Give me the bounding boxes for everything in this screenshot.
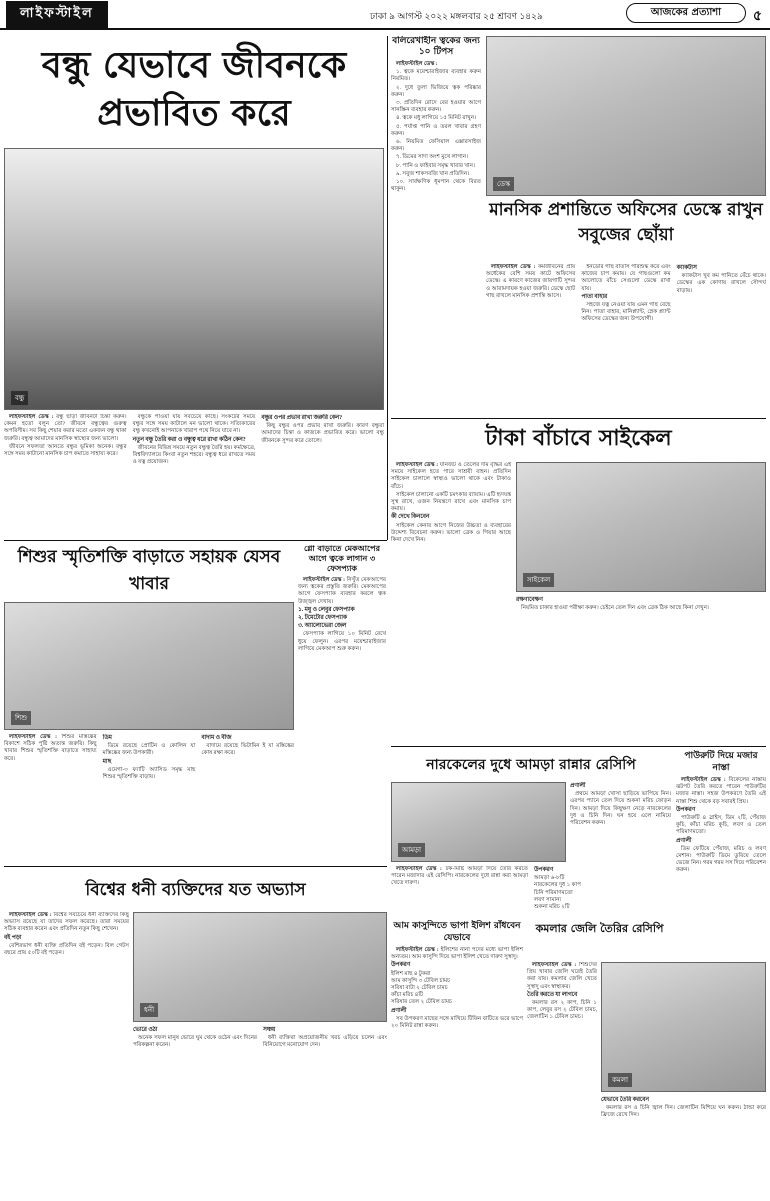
hilsa-subhead-1: উপকরণ <box>391 962 411 969</box>
desk-photo <box>486 36 766 196</box>
desk-title: মানসিক প্রশান্তিতে অফিসের ডেস্কে রাখুন সবুজের ছোঁয়া <box>489 200 763 245</box>
hilsa-title: আম কাসুন্দিতে ভাপা ইলিশ রাঁধবেন যেভাবে <box>393 921 521 943</box>
cycle-headline-box <box>391 422 766 458</box>
kids-body-3: ওমেগা-৩ ফ্যাটি অ্যাসিড সমৃদ্ধ মাছ শিশুর স্মৃতিশক্তি বাড়ায়। <box>102 766 196 781</box>
orange-photo-label: কমলা <box>608 1073 632 1087</box>
guava-body-2: প্রথমে আমড়া খোসা ছাড়িয়ে ভাপিয়ে নিন। এরপর প্যানে তেল দিয়ে শুকনা মরিচ ফোড়ন দিন। আমড়া দিয়ে কিছুক্ষণ নেড়ে নারকেলের দুধ ও চিনি দিন। ঘন হয়ে এলে নামিয়ে পরিবেশন করুন। <box>570 791 671 827</box>
rich-body-right <box>133 1026 387 1196</box>
friend-body-4: কিছু বন্ধুর ওপর প্রভাব রাখা জরুরি। কারণ বন্ধুরা আমাদের চিন্তা ও কাজকে প্রভাবিত করে। ভালো বন্ধু জীবনকে সুন্দর করে তোলে। <box>261 423 384 444</box>
section-rule <box>391 418 766 419</box>
guava-body-1: টক-মিষ্টি আমড়া দিয়ে তৈরি করতে পারেন মজাদার এই রেসিপি। নারকেলের দুধে রান্না করা আমড়া খেতে দারুণ। <box>391 866 528 887</box>
friend-body-2: বন্ধুকে পাওয়া যায় সবচেয়ে কাছে। সংকটের সময়ে বন্ধুর সঙ্গে সময় কাটালে মন ভালো থাকে। সত্যিকারের বন্ধু কখনোই আপনাকে খারাপ পথে নিয়ে যাবে না। <box>132 414 256 435</box>
guava-photo-label: আমড়া <box>398 843 425 857</box>
skin-tip-3: ৩. প্রতিদিন রোদে বের হওয়ার আগে সানস্ক্রিন ব্যবহার করুন। <box>391 100 481 114</box>
kids-body <box>4 734 294 862</box>
desk-body <box>486 264 766 414</box>
desk-body-3: সহজে যত্ন নেওয়া যায় এমন গাছ বেছে নিন। পাতা বাহার, মানিপ্ল্যান্ট, স্নেক প্ল্যান্ট অফিসের ডেস্কের জন্য উপযোগী। <box>581 302 671 323</box>
snack-body-2: পাউরুটি ৪ স্লাইস, ডিম ২টি, পেঁয়াজ কুচি, কাঁচা মরিচ কুচি, লবণ ও তেল পরিমাণমতো। <box>676 815 766 836</box>
hilsa-ingredient-1: ইলিশ মাছ ৪ টুকরা <box>391 970 431 977</box>
makeup-article <box>298 544 386 862</box>
friend-title: বন্ধু যেভাবে জীবনকে প্রভাবিত করে <box>41 45 347 134</box>
hilsa-subhead-2: প্রণালী <box>391 1007 407 1014</box>
hilsa-body-2: সব উপকরণ মাছের সঙ্গে মাখিয়ে টিফিন বাটিতে ভরে ভাপে ২০ মিনিট রান্না করুন। <box>391 1015 523 1030</box>
orange-body-3: কমলার রস ও চিনি জ্বাল দিন। জেলাটিন মিশিয়ে ঘন করুন। ঠান্ডা করে ফ্রিজে রেখে দিন। <box>601 1105 766 1119</box>
skin-tip-5: ৫. পর্যাপ্ত পানি ও তরল খাবার গ্রহণ করুন। <box>391 123 481 137</box>
makeup-byline: লাইফস্টাইল ডেস্ক : <box>303 577 346 583</box>
rich-body-3: অনেক সফল মানুষ ভোরে ঘুম থেকে ওঠেন এবং দিনের পরিকল্পনা করেন। <box>133 1035 257 1049</box>
skin-tip-8: ৮. পানি ও ফাইবার সমৃদ্ধ খাবার খান। <box>396 162 475 169</box>
snack-title: পাউরুটি দিয়ে মজার নাস্তা <box>684 751 758 773</box>
friend-subhead-1: নতুন বন্ধু তৈরি করা ও বন্ধুত্ব ধরে রাখা কঠিন কেন? <box>132 436 246 443</box>
cycle-photo <box>516 462 766 592</box>
guava-body <box>391 866 671 916</box>
hilsa-ingredient-4: কাঁচা মরিচ ৪টি <box>391 992 424 999</box>
rich-body-left <box>4 912 129 1197</box>
desk-body-1: কর্মজীবনের প্রায় অর্ধেকের বেশি সময় কাটে অফিসের ডেস্কে। এ কারণে কাজের জায়গাটি সুন্দর ও আরামদায়ক হওয়া জরুরি। ডেস্কে ছোট গাছ রাখলে মানসিক প্রশান্তি আসে। <box>486 264 576 299</box>
snack-byline: লাইফস্টাইল ডেস্ক : <box>681 777 726 783</box>
orange-photo <box>601 962 766 1092</box>
hilsa-article <box>391 920 523 1197</box>
snack-subhead-1: উপকরণ <box>676 806 696 813</box>
rich-body-4: ধনী ব্যক্তিরা অপ্রয়োজনীয় খরচ এড়িয়ে চলেন এবং বিনিয়োগে মনোযোগ দেন। <box>263 1035 387 1049</box>
desk-headline-box <box>486 198 766 258</box>
guava-headline-box <box>391 750 671 780</box>
guava-ingredient-5: শুকনা মরিচ ২টি <box>534 904 570 911</box>
skin-tip-7: ৭. ডিমের সাদা অংশ মুখে লাগান। <box>396 154 469 161</box>
cycle-body-2: সাইকেল চালানো একটি চমৎকার ব্যায়াম। এটি হৃদযন্ত্র সুস্থ রাখে, ওজন নিয়ন্ত্রণে রাখে এবং মানসিক চাপ কমায়। <box>391 491 511 513</box>
friend-photo-label: বন্ধু <box>11 391 28 405</box>
cycle-subhead-1: কী দেখে কিনবেন <box>391 514 430 521</box>
kids-title: শিশুর স্মৃতিশক্তি বাড়াতে সহায়ক যেসব খাবার <box>17 547 281 594</box>
orange-body-left <box>527 962 597 1197</box>
desk-byline: লাইফস্টাইল ডেস্ক : <box>491 264 536 270</box>
page-number: ৫ <box>752 8 762 24</box>
cycle-byline: লাইফস্টাইল ডেস্ক : <box>396 462 439 468</box>
skin-title: বলিরেখাহীন ত্বকের জন্য ১০ টিপস <box>392 36 480 57</box>
desk-body-2: ইনডোর গাছ বাতাস পরিশুদ্ধ করে এবং কাজের চাপ কমায়। যে গাছগুলো কম আলোতে বাঁচে সেগুলো ডেস্কে রাখা যায়। <box>581 264 671 292</box>
skin-byline: লাইফস্টাইল ডেস্ক : <box>396 61 438 67</box>
friend-body <box>4 414 384 534</box>
guava-ingredient-3: চিনি পরিমাণমতো <box>534 889 573 896</box>
orange-title: কমলার জেলি তৈরির রেসিপি <box>535 922 664 935</box>
friend-photo <box>4 148 384 410</box>
guava-byline: লাইফস্টাইল ডেস্ক : <box>396 866 442 872</box>
rich-body-2: বেশিরভাগ ধনী ব্যক্তি প্রতিদিন বই পড়েন। বিল গেটস বছরে প্রায় ৫০টি বই পড়েন। <box>4 942 129 957</box>
makeup-body-2: ফেসপ্যাক লাগিয়ে ১০ মিনিট রেখে ধুয়ে ফেলুন। এরপর ময়েশ্চারাইজার লাগিয়ে মেকআপ শুরু করুন। <box>298 631 386 652</box>
skin-tip-2: ২. দুধে তুলা ভিজিয়ে ত্বক পরিষ্কার করুন। <box>391 84 481 98</box>
section-title: লাইফস্টাইল <box>6 1 108 28</box>
guava-ingredient-1: আমড়া ৬-৮টি <box>534 875 565 882</box>
kids-photo-label: শিশু <box>11 711 31 725</box>
kids-body-4: বাদামে রয়েছে ভিটামিন ই যা মস্তিষ্কের কোষ রক্ষা করে। <box>201 743 294 757</box>
hilsa-ingredient-3: সরিষা বাটা ২ টেবিল চামচ <box>391 985 448 992</box>
kids-body-1: শিশুর মস্তিষ্কের বিকাশে সঠিক পুষ্টি অত্যন্ত জরুরি। কিছু খাবার শিশুর স্মৃতিশক্তি বাড়াতে সাহায্য করে। <box>4 734 97 762</box>
makeup-body-1: নিখুঁত মেকআপের জন্য ত্বকের প্রস্তুতি জরুরি। মেকআপের আগে ফেসপ্যাক ব্যবহার করলে ত্বক উজ্জ্বল দেখায়। <box>298 577 386 605</box>
cycle-body-1: যানজট ও তেলের দাম বৃদ্ধির এই সময়ে সাইকেল হতে পারে সাশ্রয়ী বাহন। প্রতিদিন সাইকেল চালালে স্বাস্থ্যও ভালো থাকে এবং টাকাও বাঁচে। <box>391 462 511 490</box>
friend-body-3: জীবনের বিভিন্ন সময়ে নতুন বন্ধুত্ব তৈরি হয়। কর্মক্ষেত্রে, বিশ্ববিদ্যালয়ে কিংবা নতুন শহরে। বন্ধুত্ব ধরে রাখতে সময় ও যত্ন প্রয়োজন। <box>132 444 256 466</box>
kids-headline-box <box>4 544 294 600</box>
orange-subhead-1: তৈরি করতে যা লাগবে <box>527 991 578 998</box>
guava-subhead-2: প্রণালী <box>570 783 586 789</box>
rich-byline: লাইফস্টাইল ডেস্ক : <box>9 912 52 918</box>
guava-ingredient-2: নারকেলের দুধ ১ কাপ <box>534 882 581 889</box>
friend-body-5: জীবনে সফলতা আনতে বন্ধুর ভূমিকা অনেক। বন্ধুর সঙ্গে সময় কাটানো মানসিক চাপ কমাতে সাহায্য করে। <box>4 443 127 458</box>
rich-title: বিশ্বের ধনী ব্যক্তিদের যত অভ্যাস <box>85 880 306 900</box>
section-rule-3 <box>4 866 387 867</box>
cycle-title: টাকা বাঁচাবে সাইকেল <box>485 426 672 451</box>
snack-body-1: বিকেলের নাস্তায় ঝটপট তৈরি করতে পারেন পাউরুটির মজার নাস্তা। সহজ উপকরণে তৈরি এই নাস্তা শিশু থেকে বড় সবারই প্রিয়। <box>676 777 766 805</box>
skin-tip-1: ১. ত্বকে ময়েশ্চারাইজার ব্যবহার করুন নিয়মিত। <box>391 69 481 83</box>
makeup-item-1: ১. মধু ও লেবুর ফেসপ্যাক <box>298 606 355 613</box>
makeup-item-2: ২. টমেটোর ফেসপ্যাক <box>298 615 347 622</box>
guava-subhead-1: উপকরণ <box>534 867 554 873</box>
rich-photo <box>133 912 387 1022</box>
kids-byline: লাইফস্টাইল ডেস্ক : <box>9 734 57 740</box>
column-divider <box>387 36 388 540</box>
section-rule-left <box>4 540 387 541</box>
rich-body-1: বিশ্বের সবচেয়ে ধনী ব্যক্তিদের কিছু অভ্যাস রয়েছে যা তাদের সফল করেছে। তারা সময়ের সঠিক ব্যবহার করেন এবং প্রতিদিন নতুন কিছু শেখেন। <box>4 912 129 933</box>
desk-photo-label: ডেস্ক <box>493 177 514 191</box>
guava-photo <box>391 782 566 862</box>
orange-body-2: কমলার রস ২ কাপ, চিনি ১ কাপ, লেবুর রস ২ টেবিল চামচ, জেলাটিন ১ টেবিল চামচ। <box>527 1000 597 1021</box>
orange-body-1: শিশুদের প্রিয় খাবার জেলি ঘরেই তৈরি করা যায়। কমলার জেলি খেতে সুস্বাদু এবং স্বাস্থ্যকর। <box>527 962 597 990</box>
hilsa-body-1: ইলিশের নানা পদের মধ্যে ভাপা ইলিশ অন্যতম। আম কাসুন্দি দিয়ে ভাপা ইলিশ খেতে দারুণ সুস্বাদু। <box>391 947 523 961</box>
issue-date: ঢাকা ৯ আগস্ট ২০২২ মঙ্গলবার ২৫ শ্রাবণ ১৪২৯ <box>370 11 543 21</box>
rich-subhead-2: ভোরে ওঠা <box>133 1027 158 1033</box>
kids-photo <box>4 602 294 730</box>
makeup-title: গ্লো বাড়াতে মেকআপের আগে ত্বকে লাগান ৩ ফেসপ্যাক <box>303 544 380 573</box>
rich-subhead-1: বই পড়া <box>4 934 22 941</box>
skin-tip-10: ১০. সার্বক্ষণিক ধূমপান থেকে বিরত থাকুন। <box>391 179 481 193</box>
rich-headline-box <box>4 870 387 910</box>
desk-subhead-2: ক্যাকটাস <box>676 265 697 271</box>
guava-title: নারকেলের দুধে আমড়া রান্নার রেসিপি <box>426 757 636 773</box>
rich-photo-label: ধনী <box>140 1003 158 1017</box>
orange-headline-box <box>527 920 672 960</box>
cycle-body-3: সাইকেল কেনার আগে নিজের উচ্চতা ও ব্যবহারের উদ্দেশ্য বিবেচনা করুন। ভালো ব্রেক ও গিয়ার আছে কিনা দেখে নিন। <box>391 522 511 544</box>
snack-subhead-2: প্রণালী <box>676 837 692 844</box>
snack-body-3: ডিম ফেটিয়ে পেঁয়াজ, মরিচ ও লবণ মেশান। পাউরুটি ডিমে ডুবিয়ে তেলে ভেজে নিন। গরম গরম সস দিয়ে পরিবেশন করুন। <box>676 845 766 874</box>
desk-subhead-1: পাতা বাহার <box>581 293 608 300</box>
newspaper-brand: আজকের প্রত্যাশা <box>626 3 746 23</box>
orange-subhead-2: যেভাবে তৈরি করবেন <box>601 1097 649 1103</box>
hilsa-ingredient-5: সরিষার তেল ২ টেবিল চামচ <box>391 999 452 1006</box>
cycle-body-right <box>516 596 766 746</box>
skin-tip-9: ৯. সবুজ শাকসবজি খান প্রতিদিন। <box>396 170 470 177</box>
section-label <box>6 2 206 26</box>
cycle-body-4: নিয়মিত চাকার হাওয়া পরীক্ষা করুন। চেইনে তেল দিন এবং ব্রেক ঠিক আছে কিনা দেখুন। <box>521 605 709 612</box>
friend-byline: লাইফস্টাইল ডেস্ক : <box>9 414 54 420</box>
friend-body-1: বন্ধু ছাড়া জীবনটা চিন্তা করুন। কেমন হতো বলুন তো? জীবনে বন্ধুত্বের গুরুত্ব অপরিসীম। সব কিছু শেয়ার করার মতো একজন বন্ধু থাকা জরুরি। বন্ধুত্ব আমাদের মানসিক স্বাস্থ্যের জন্য ভালো। <box>4 414 127 442</box>
masthead <box>0 0 770 30</box>
skin-tip-4: ৪. ত্বকে মধু লাগিয়ে ১৫ মিনিট রাখুন। <box>396 115 477 122</box>
section-rule-2 <box>391 746 766 747</box>
makeup-item-3: ৩. অ্যালোভেরা জেল <box>298 623 347 630</box>
rich-subhead-3: সঞ্চয় <box>263 1027 276 1033</box>
friend-subhead-2: বন্ধুর ওপর প্রভাব রাখা জরুরি কেন? <box>261 415 343 421</box>
desk-body-4: ক্যাকটাস খুব কম পানিতে বেঁচে থাকে। ডেস্কের এক কোণায় রাখলে সৌন্দর্য বাড়ায়। <box>676 273 766 294</box>
kids-subhead-2: মাছ <box>102 758 112 765</box>
guava-ingredient-4: লবণ সামান্য <box>534 896 562 903</box>
cycle-photo-label: সাইকেল <box>523 573 554 587</box>
orange-byline: লাইফস্টাইল ডেস্ক : <box>532 962 577 968</box>
kids-subhead-3: বাদাম ও বীজ <box>201 735 232 741</box>
cycle-body-left <box>391 462 511 742</box>
kids-body-2: ডিমে রয়েছে প্রোটিন ও কোলিন যা মস্তিষ্কের জন্য উপকারী। <box>102 743 196 757</box>
skin-tip-6: ৬. নিয়মিত ফেসিয়াল এক্সারসাইজ করুন। <box>391 139 481 153</box>
kids-subhead-1: ডিম <box>102 735 112 741</box>
friend-headline-box <box>4 36 384 146</box>
orange-body-right <box>601 1096 766 1196</box>
hilsa-byline: লাইফস্টাইল ডেস্ক : <box>396 947 439 953</box>
cycle-subhead-2: রক্ষণাবেক্ষণ <box>516 597 543 603</box>
hilsa-ingredient-2: আম কাসুন্দি ৩ টেবিল চামচ <box>391 977 451 984</box>
